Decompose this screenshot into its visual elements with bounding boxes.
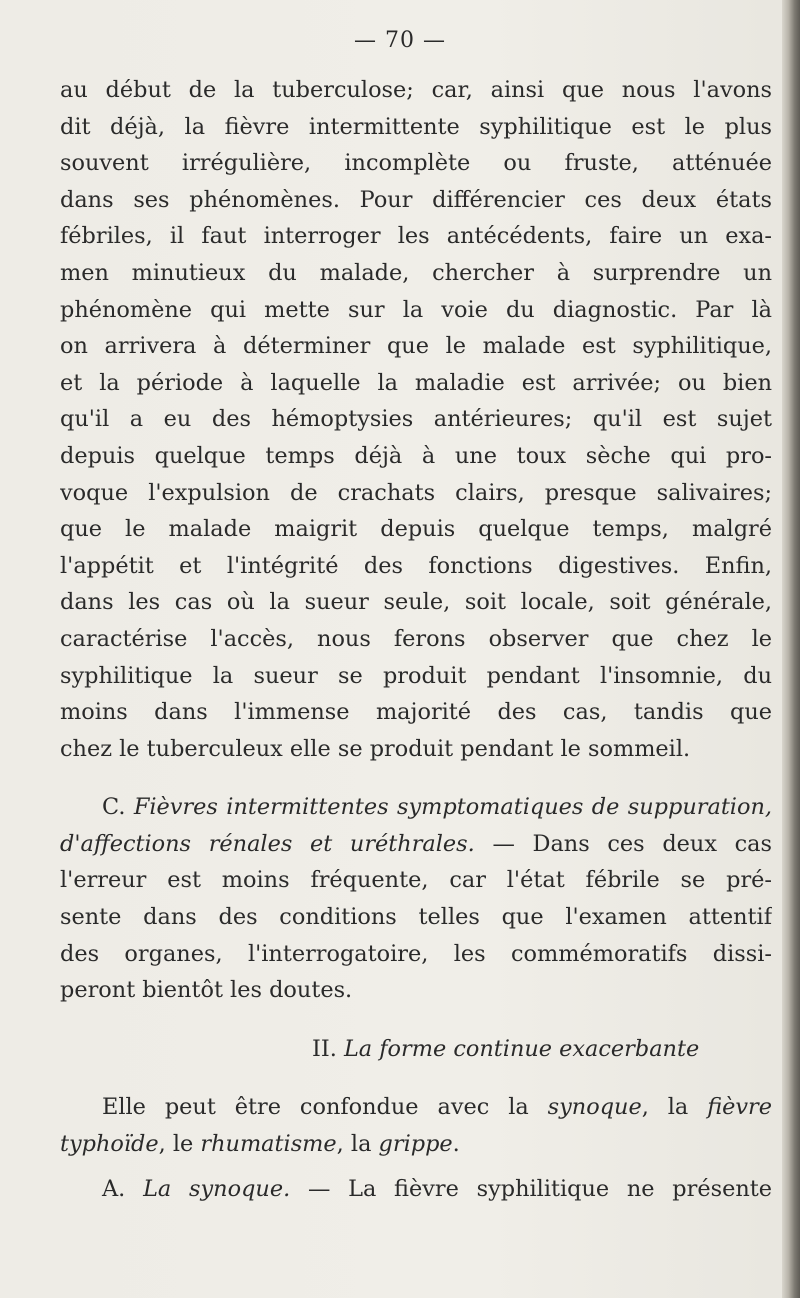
text-line: syphilitique la sueur se produit pendant l'insomnie, du xyxy=(60,662,772,689)
section-c-line2-rest: — Dans ces deux cas xyxy=(474,830,772,857)
paragraph-ii-line-2 xyxy=(60,1126,772,1163)
text-line: phénomène qui mette sur la voie du diagnostic. Par là xyxy=(60,296,772,323)
text-run: , la xyxy=(336,1131,379,1158)
section-ii-heading xyxy=(60,1031,772,1068)
page-number: — 70 — xyxy=(354,28,446,53)
text-line: l'appétit et l'intégrité des fonctions digestives. Enfin, xyxy=(60,552,772,579)
text-line: sente dans des conditions telles que l'examen attentif xyxy=(60,904,772,931)
page-edge-shadow xyxy=(782,0,800,1298)
text-run: Elle peut être confondue avec la xyxy=(102,1094,548,1121)
text-line: l'erreur est moins fréquente, car l'état fébrile se pré- xyxy=(60,867,772,894)
term-grippe: grippe xyxy=(378,1131,453,1158)
section-c-title-1: Fièvres intermittentes symptomatiques de suppuration, xyxy=(133,794,772,821)
text-line: men minutieux du malade, chercher à surprendre un xyxy=(60,259,772,286)
section-c-heading-line xyxy=(60,789,772,826)
text-line: moins dans l'immense majorité des cas, tandis que xyxy=(60,699,772,726)
section-a-label: A. xyxy=(102,1175,126,1202)
paragraph-ii-line-1 xyxy=(60,1089,772,1126)
section-c-title-2: d'affections rénales et uréthrales. xyxy=(60,830,475,857)
text-line: dit déjà, la fièvre intermittente syphilitique est le plus xyxy=(60,113,772,140)
text-line: au début de la tuberculose; car, ainsi que nous l'avons xyxy=(60,77,772,103)
text-line: et la période à laquelle la maladie est arrivée; ou bien xyxy=(60,369,772,396)
section-a-line xyxy=(60,1171,772,1208)
section-c-heading-line-2 xyxy=(60,826,772,863)
text-run: . xyxy=(452,1131,460,1158)
text-line: fébriles, il faut interroger les antécédents, faire un exa- xyxy=(60,223,772,250)
text-line: des organes, l'interrogatoire, les commémoratifs dissi- xyxy=(60,940,772,967)
text-run: , la xyxy=(641,1094,708,1121)
text-line: qu'il a eu des hémoptysies antérieures; qu'il est sujet xyxy=(60,406,772,433)
section-a-title: La synoque. xyxy=(143,1175,291,1202)
term-synoque: synoque xyxy=(547,1094,642,1121)
term-rhumatisme: rhumatisme xyxy=(200,1131,337,1158)
term-fievre: fièvre xyxy=(707,1094,772,1121)
text-line: depuis quelque temps déjà à une toux sèche qui pro- xyxy=(60,442,772,469)
text-line: souvent irrégulière, incomplète ou fruste, atténuée xyxy=(60,150,772,177)
text-line: on arrivera à déterminer que le malade est syphilitique, xyxy=(60,333,772,360)
text-run: , le xyxy=(158,1131,201,1158)
section-a-rest: — La fièvre syphilitique ne présente xyxy=(290,1175,772,1202)
section-ii-label: II. xyxy=(312,1035,337,1062)
text-line: dans les cas où la sueur seule, soit locale, soit générale, xyxy=(60,589,772,616)
paragraph-tuberculosis xyxy=(60,72,772,767)
text-line: peront bientôt les doutes. xyxy=(60,977,353,1004)
section-c-label: C. xyxy=(102,794,126,821)
text-line: dans ses phénomènes. Pour différencier ces deux états xyxy=(60,186,772,213)
text-line: que le malade maigrit depuis quelque temps, malgré xyxy=(60,516,772,543)
text-line: chez le tuberculeux elle se produit pendant le sommeil. xyxy=(60,735,691,762)
text-line: voque l'expulsion de crachats clairs, presque salivaires; xyxy=(60,479,772,506)
term-typhoide: typhoïde xyxy=(60,1131,159,1158)
section-ii-title: La forme continue exacerbante xyxy=(343,1035,700,1062)
text-line: caractérise l'accès, nous ferons observer que chez le xyxy=(60,625,772,652)
paragraph-section-c xyxy=(60,862,772,1008)
page-text xyxy=(60,72,772,1207)
